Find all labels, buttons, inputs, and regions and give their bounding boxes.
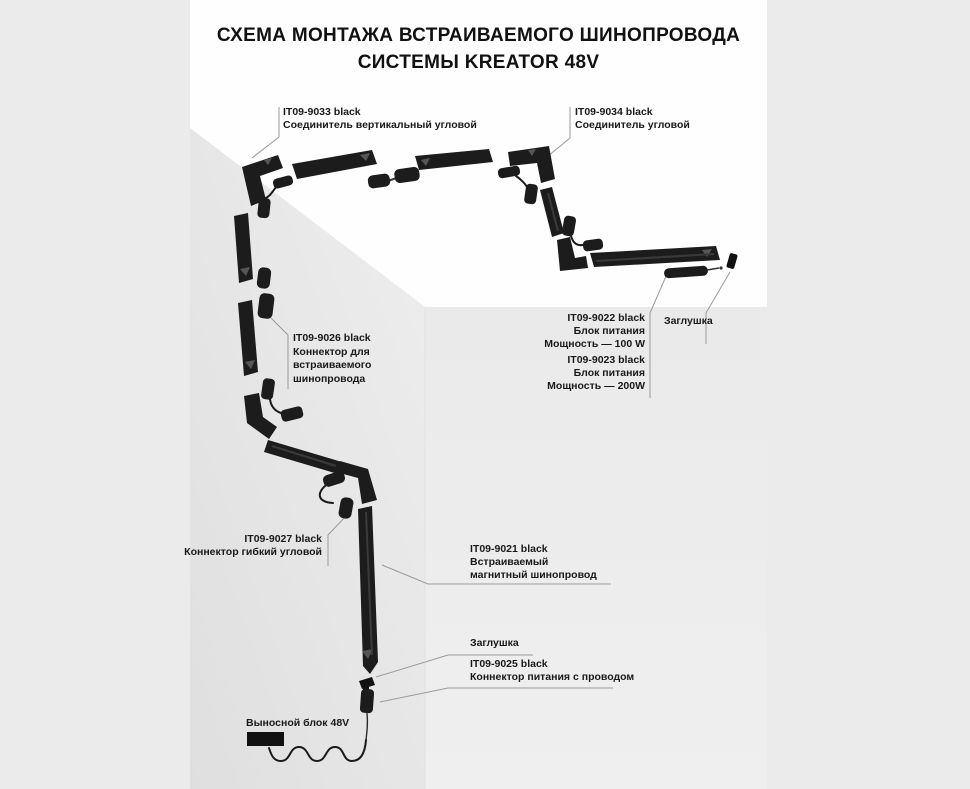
label-it09-9027 — [184, 533, 322, 559]
part-desc: Выносной блок 48V — [246, 717, 350, 729]
label-end-cap-top — [664, 315, 713, 328]
label-end-cap-bottom — [470, 637, 519, 650]
part-desc: Соединитель вертикальный угловой — [283, 119, 477, 131]
part-desc: Блок питания — [573, 367, 645, 379]
part-desc: Заглушка — [470, 637, 519, 649]
part-desc: Мощность — 100 W — [544, 338, 645, 350]
label-it09-9022 — [544, 312, 645, 351]
part-code: IT09-9022 black — [567, 312, 645, 324]
label-it09-9023 — [547, 354, 645, 393]
page-title — [190, 22, 767, 76]
label-it09-9021 — [470, 543, 597, 582]
part-desc: Заглушка — [664, 315, 713, 327]
part-code: IT09-9025 black — [470, 658, 548, 670]
label-it09-9026 — [293, 332, 371, 386]
label-it09-9025 — [470, 658, 634, 684]
part-desc: Встраиваемый — [470, 556, 549, 568]
part-desc: Коннектор питания с проводом — [470, 671, 635, 683]
part-desc: Соединитель угловой — [575, 119, 690, 131]
part-code: IT09-9021 black — [470, 543, 548, 555]
part-code: IT09-9023 black — [567, 354, 645, 366]
title-line-1: СХЕМА МОНТАЖА ВСТРАИВАЕМОГО ШИНОПРОВОДА — [216, 25, 741, 46]
part-desc: Коннектор для — [293, 345, 370, 358]
part-desc: магнитный шинопровод — [470, 569, 597, 581]
label-it09-9034 — [575, 106, 690, 132]
title-line-2: СИСТЕМЫ KREATOR 48V — [357, 52, 600, 73]
part-desc: шинопровода — [293, 372, 366, 385]
part-desc: Коннектор гибкий угловой — [184, 546, 322, 558]
part-code: IT09-9033 black — [283, 106, 361, 118]
part-code: IT09-9026 black — [293, 332, 371, 344]
part-desc: Блок питания — [573, 325, 645, 337]
part-desc: Мощность — 200W — [547, 380, 645, 392]
external-power-block — [247, 732, 284, 746]
label-it09-9033 — [283, 106, 477, 132]
part-code: IT09-9034 black — [575, 106, 653, 118]
label-external-block — [246, 717, 349, 730]
part-desc: встраиваемого — [293, 359, 372, 371]
part-code: IT09-9027 black — [244, 533, 322, 545]
